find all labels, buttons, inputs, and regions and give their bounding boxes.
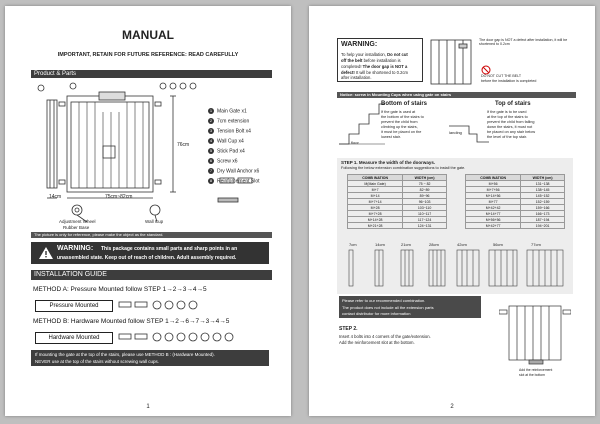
recommend-note-line: The product does not include all the extension parts: [342, 304, 434, 310]
rubber-base-label: Rubber Base: [63, 225, 90, 230]
part-number-badge: 1: [209, 108, 213, 113]
part-number-badge: 7: [209, 168, 213, 173]
table-cell: 103~110: [403, 205, 447, 211]
step2-text-line: Insert 4 bolts into 4 corners of the gate/extension.: [339, 334, 431, 339]
method-a-text: METHOD A: Pressure Mounted follow STEP: [33, 286, 161, 293]
top-text-line: down the stairs, it must not: [487, 125, 533, 129]
bottom-text-line: prevent the child from: [381, 120, 418, 124]
step1-subtitle: Following the below extension combination suggestions to install the gate.: [341, 166, 466, 170]
part-label: Dry Wall Anchor x6: [217, 168, 260, 175]
bw-l4: defect!: [341, 70, 355, 75]
gate-diagram: [33, 82, 205, 232]
reinforce-note-line: Add the reinforcement: [519, 368, 553, 372]
belt-note-1: DO NOT CUT THE BELT: [481, 74, 522, 78]
table-cell: 110~117: [403, 211, 447, 217]
table-cell: 131~138: [521, 181, 565, 187]
table-cell: M+77: [466, 199, 521, 205]
table-cell: M+56: [466, 181, 521, 187]
top-text-line: at the top of the stairs to: [487, 115, 528, 119]
extension-pieces-diagram: [345, 248, 567, 288]
bottom-text-line: lowest stair.: [381, 135, 401, 139]
parts-legend-item: [208, 168, 259, 174]
warning-title: WARNING:: [57, 245, 94, 252]
extension-size-label: 77cm: [531, 242, 541, 247]
picture-reference-bar: The picture is only for reference, please make the object as the standard.: [31, 232, 272, 238]
page-number: 2: [450, 404, 454, 410]
top-text-line: the level of the top stair.: [487, 135, 528, 139]
door-gap-note: The door gap is NOT a defect after installation, it will be shortened to 0.2cm: [479, 38, 568, 46]
retain-notice: IMPORTANT, RETAIN FOR FUTURE REFERENCE: READ CAREFULLY: [57, 52, 239, 58]
hardware-mounted-box: Hardware Mounted: [35, 332, 113, 344]
belt-warning-line-5: after installation.: [341, 75, 372, 80]
table-cell: M+21+28: [348, 223, 403, 229]
bottom-stairs-diagram: [339, 102, 385, 146]
recommend-note-line: contact distributor for more information: [342, 311, 411, 316]
combination-table-right: [465, 174, 565, 229]
bw-l1: To help your installation,: [341, 52, 386, 57]
recommend-note-box: [339, 296, 481, 318]
bw-l3b: The door gap is NOT a: [362, 64, 408, 69]
height-dimension: 76cm: [177, 142, 190, 148]
reinforce-note-line: slot at the bottom: [519, 372, 546, 377]
part-label: Reinforcement Slot: [217, 178, 260, 185]
bottom-text-line: If the gate is used at: [381, 110, 416, 114]
table-cell: 138~145: [521, 187, 565, 193]
wall-cup-label: Wall Cup: [145, 219, 164, 224]
table-cell: 152~159: [521, 199, 565, 205]
table-cell: 194~201: [521, 223, 565, 229]
width-dimension: 75cm~82cm: [105, 194, 133, 200]
table-cell: M+7+56: [466, 187, 521, 193]
table-cell: M+56+56: [466, 217, 521, 223]
table-cell: M+42+77: [466, 223, 521, 229]
stairs-notice-bar: Notice: screw in Mounting Cups when using gate on stairs: [337, 92, 576, 98]
top-stairs-diagram: [449, 112, 489, 144]
page-2: [309, 6, 595, 416]
table-cell: M+7+14: [348, 199, 403, 205]
belt-warning-box: [337, 38, 423, 82]
table-cell: M+28: [348, 205, 403, 211]
table-cell: M+14+77: [466, 211, 521, 217]
extension-size-label: 21cm: [401, 242, 411, 247]
part-label: Screw x6: [217, 158, 238, 165]
top-stairs-title: Top of stairs: [495, 101, 531, 107]
table-cell: M+7: [348, 187, 403, 193]
table-cell: 187~194: [521, 217, 565, 223]
table-header-cell: WIDTH (cm): [521, 175, 565, 181]
parts-legend-item: [208, 158, 238, 164]
product-parts-bar: Product & Parts: [31, 70, 272, 78]
table-cell: 166~173: [521, 211, 565, 217]
table-cell: 89~96: [403, 193, 447, 199]
warning-triangle-icon: [39, 246, 53, 264]
bw-l2b: before installation is: [363, 58, 401, 63]
part-label: Main Gate x1: [217, 108, 247, 115]
method-b-heading: [33, 318, 229, 325]
stairs-note-banner: [31, 350, 269, 366]
extension-size-label: 42cm: [457, 242, 467, 247]
top-text-line: If the gate is to be used: [487, 110, 527, 114]
extension-size-label: 56cm: [493, 242, 503, 247]
table-cell: M+14+28: [348, 217, 403, 223]
bottom-text-line: it must be placed on the: [381, 130, 422, 134]
table-cell: 117~124: [403, 217, 447, 223]
recommend-note-line: Please refer to our recommended combination.: [342, 298, 426, 303]
stairs-note-2: NEVER use at the top of the stairs without screwing wall cups.: [35, 359, 160, 364]
extension-size-label: 14cm: [375, 242, 385, 247]
landing-label: landing: [449, 130, 462, 135]
parts-legend-item: [208, 118, 249, 124]
table-cell: 159~166: [521, 205, 565, 211]
top-text-line: be placed on any stair below: [487, 130, 536, 134]
table-cell: M+7+28: [348, 211, 403, 217]
bottom-text-line: the bottom of the stairs to: [381, 115, 424, 119]
part-label: Wall Cup x4: [217, 138, 244, 145]
extension-size-label: 28cm: [429, 242, 439, 247]
part-number-badge: 6: [209, 158, 213, 163]
belt-warning-title: WARNING:: [341, 41, 378, 48]
part-number-badge: 2: [209, 118, 213, 123]
warning-banner: [31, 242, 269, 264]
top-text-line: prevent the child from falling: [487, 120, 535, 124]
table-header-cell: WIDTH (cm): [403, 175, 447, 181]
table-cell: M+14+56: [466, 193, 521, 199]
method-a-heading: [33, 286, 207, 293]
warning-text-2: unassembled state. Keep out of reach of children. Adult assembly required.: [57, 255, 237, 261]
step1-title: STEP 1. Measure the width of the doorways.: [341, 160, 436, 165]
part-label: Tension Bolt x4: [217, 128, 251, 135]
parts-legend-item: [208, 148, 245, 154]
part-number-badge: 4: [209, 138, 213, 143]
table-cell: 96~103: [403, 199, 447, 205]
table-cell: M+42+42: [466, 205, 521, 211]
part-number-badge: 3: [209, 128, 213, 133]
parts-legend-item: [208, 138, 244, 144]
table-header-cell: COMB INATION: [348, 175, 403, 181]
combination-table-left: [347, 174, 447, 229]
belt-warning-line-2: [341, 58, 401, 63]
bw-l2: off the belt: [341, 58, 363, 63]
warning-text-1: This package contains small parts and sharp points in an: [101, 246, 238, 252]
step2-text-line: Add the reinforcement slot at the bottom.: [339, 340, 415, 345]
method-a-steps: 1→2→3→4→5: [162, 286, 207, 293]
small-parts-icons: [210, 176, 270, 211]
table-cell: M(Main Gate): [348, 181, 403, 187]
table-row: [348, 223, 447, 229]
bw-l4b: It will be shortened to 0.2cm: [355, 70, 409, 75]
pressure-mounted-box: Pressure Mounted: [35, 300, 113, 312]
method-b-text: METHOD B: Hardware Mounted follow STEP: [33, 318, 164, 325]
table-row: [466, 223, 565, 229]
table-header-cell: COMB INATION: [466, 175, 521, 181]
parts-legend-item: [208, 128, 251, 134]
floor-label: floor: [351, 140, 359, 145]
adjustment-wheel-label: Adjustment Wheel: [59, 219, 96, 224]
page-number: 1: [146, 404, 150, 410]
parts-legend-item: [208, 108, 247, 114]
table-cell: 145~152: [521, 193, 565, 199]
table-cell: 82~89: [403, 187, 447, 193]
bw-l3: completed!: [341, 64, 362, 69]
method-b-steps: 1→2→6→7→3→4→5: [165, 318, 230, 325]
bottom-text-line: climbing up the stairs,: [381, 125, 418, 129]
part-number-badge: 5: [209, 148, 213, 153]
manual-title: MANUAL: [122, 28, 174, 42]
page-1: [5, 6, 291, 416]
method-a-parts-icons: [117, 298, 217, 312]
bottom-stairs-title: Bottom of stairs: [381, 101, 428, 107]
extension-dimension: 14cm: [49, 194, 62, 200]
part-label: 7cm extension: [217, 118, 250, 125]
table-cell: 75 ~ 82: [403, 181, 447, 187]
table-cell: M+14: [348, 193, 403, 199]
installation-guide-bar: INSTALLATION GUIDE: [31, 270, 272, 280]
part-number-badge: 8: [209, 178, 213, 183]
method-b-parts-icons: [117, 330, 267, 344]
extension-size-label: 7cm: [349, 242, 357, 247]
table-cell: 124~131: [403, 223, 447, 229]
belt-note-2: before the installation is completed: [481, 79, 537, 83]
gate-gap-diagram: [425, 34, 477, 86]
part-label: Stick Pad x4: [217, 148, 245, 155]
belt-warning-line-3: [341, 64, 407, 69]
step2-title: STEP 2.: [339, 326, 358, 332]
stairs-note-1: If mounting the gate at the top of the stairs, please use METHOD B : (Hardware Mounted).: [35, 352, 215, 357]
reinforcement-diagram: [499, 302, 571, 368]
bw-l1b: Do not cut: [387, 52, 408, 57]
belt-warning-line-1: [341, 52, 408, 57]
